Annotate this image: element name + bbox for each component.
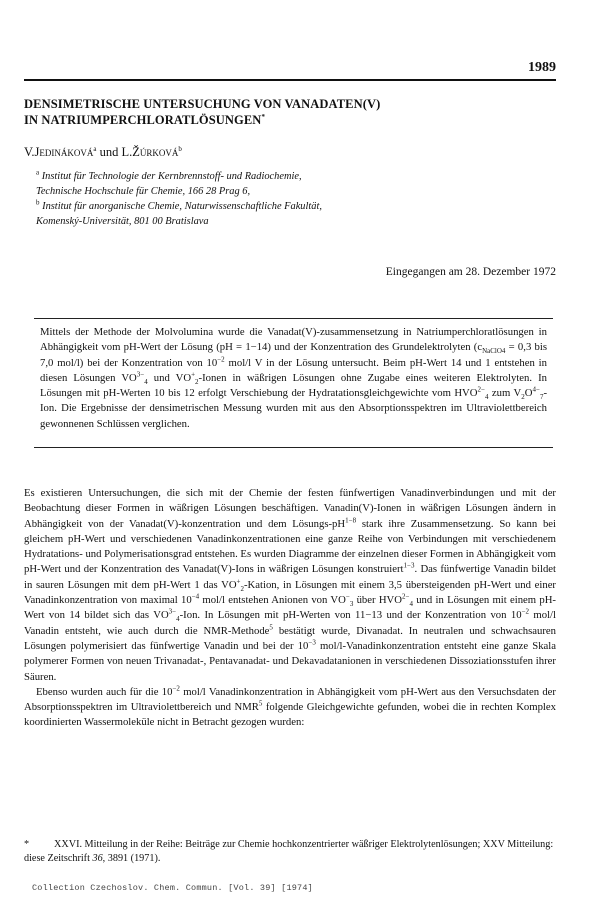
title-line-2: IN NATRIUMPERCHLORATLÖSUNGEN: [24, 113, 262, 127]
header-rule: [24, 79, 556, 81]
affiliation-a: $^a$ Institut für Technologie der Kernbrennstoff- und Radiochemie,: [36, 168, 302, 182]
footnote-volume: 36: [92, 853, 103, 864]
author-2: L.Žúrková: [121, 145, 179, 159]
title-footnote-mark: *: [261, 112, 266, 121]
affiliations: [36, 169, 566, 229]
main-text: [24, 486, 556, 731]
received-date: Eingegangen am 28. Dezember 1972: [385, 266, 556, 278]
author-1: V.Jedináková: [24, 145, 94, 159]
abstract-box: [34, 318, 553, 448]
author-line: [24, 145, 182, 160]
footnote-mark: *: [24, 839, 30, 850]
article-title: [24, 96, 564, 128]
affiliation-b-line2: Komenský-Universität, 801 00 Bratislava: [36, 216, 209, 227]
footnote: * XXVI. Mitteilung in der Reihe: Beiträge zur Chemie hochkonzentrierter wäßriger Elektrolytenlösungen; XXV Mitteilung: diese Zeitschrift 36, 3891 (1971).: [24, 839, 554, 864]
abstract-text: Mittels der Methode der Molvolumina wurde die Vanadat(V)-zusammensetzung in Natriumperchloratlösungen in Abhängigkeit vom pH-Wert der Lösung (pH = 1−14) und der Konzentration des Grundelektrolyten ($c_{NaClO4} = 0,3$ bis 7,0 mol/l) bei der Konzentration von $10^{-2}$ mol/l V in der Lösung untersucht. Beim pH-Wert 14 und 1 entstehen in diesen Lösungen $VO^{3-}_4$ und $VO^+_2$-Ionen in wäßrigen Lösungen ohne Zugabe eines weiteren Elektrolyten. In Lösungen mit pH-Werten 10 bis 12 erfolgt Verschiebung der Hydratationsgleichgewichte vom $HVO^{2-}_4$ zum $V_2O^{4-}_7$-Ion. Die Ergebnisse der densimetrischen Messung wurden mit aus den Absorptionsspektren im Ultraviolettbereich gewonnenen Schlüssen verglichen.: [40, 326, 547, 430]
author-join: und: [96, 145, 122, 159]
paragraph-2: Ebenso wurden auch für die $10^{-2}$ mol/l Vanadinkonzentration in Abhängigkeit vom pH-Wert aus den Versuchsdaten der Absorptionsspektren im Ultraviolettbereich und NMR$^5$ folgende Gleichgewichte gefunden, wobei die in rechten Komplex koordinierten Wassermoleküle nicht in Betracht gezogen wurden:: [24, 684, 556, 729]
title-line-1: DENSIMETRISCHE UNTERSUCHUNG VON VANADATEN(V): [24, 97, 381, 111]
author-1-affil: a: [93, 144, 97, 153]
page-number: 1989: [528, 60, 556, 75]
affiliation-a-line2: Technische Hochschule für Chemie, 166 28 Prag 6,: [36, 186, 251, 197]
journal-citation: Collection Czechoslov. Chem. Commun. [Vol. 39] [1974]: [32, 883, 313, 893]
paragraph-1: Es existieren Untersuchungen, die sich mit der Chemie der festen fünfwertigen Vanadinverbindungen und mit der Beobachtung dieser Formen in wäßrigen Lösungen beschäftigen. Vanadin(V)-Ionen in wäßrigen Lösungen ändern in Abhängigkeit von der Vanadat(V)-konzentration und dem Lösungs-$pH^{1-8}$ stark ihre Zusammensetzung. So kann bei gleichem pH-Wert und verschiedenen Vanadinkonzentrationen eine ganze Reihe von Verbindungen mit verschiedenem Hydratations- und Polymerisationsgrad entstehen. Es wurden Diagramme der einzelnen dieser Formen in Abhängigkeit vom pH-Wert und der Konzentration des Vanadat(V)-Ions in wäßrigen Lösungen konstruiert$^{1-3}$. Das fünfwertige Vanadin bildet in sauren Lösungen mit dem pH-Wert 1 das $VO^+_2$-Kation, in Lösungen mit einem 3,5 übersteigenden pH-Wert und einer Vanadinkonzentration von maximal $10^{-4}$ mol/l entstehen Anionen von $VO^-_3$ über $HVO^{2-}_4$ und in Lösungen mit einem pH-Wert von 14 bildet sich das $VO^{3-}_4$-Ion. In Lösungen mit pH-Werten von 11−13 und der Konzentration von $10^{-2}$ mol/l Vanadin entsteht, wie auch durch die NMR-Methode$^5$ bestätigt wurde, Divanadat. In neutralen und schwachsauren Lösungen polymerisiert das fünfwertige Vanadin und bei der $10^{-3}$ mol/l-Vanadinkonzentration entsteht eine ganze Skala polymerer Formen von neuen Trivanadat-, Pentavanadat- und Dekavadatanionen in verschiedenen Dissoziationsstufen ihrer Säuren.: [24, 487, 557, 683]
affiliation-b: $^b$ Institut für anorganische Chemie, Naturwissenschaftliche Fakultät,: [36, 198, 322, 212]
author-2-affil: b: [178, 144, 182, 153]
